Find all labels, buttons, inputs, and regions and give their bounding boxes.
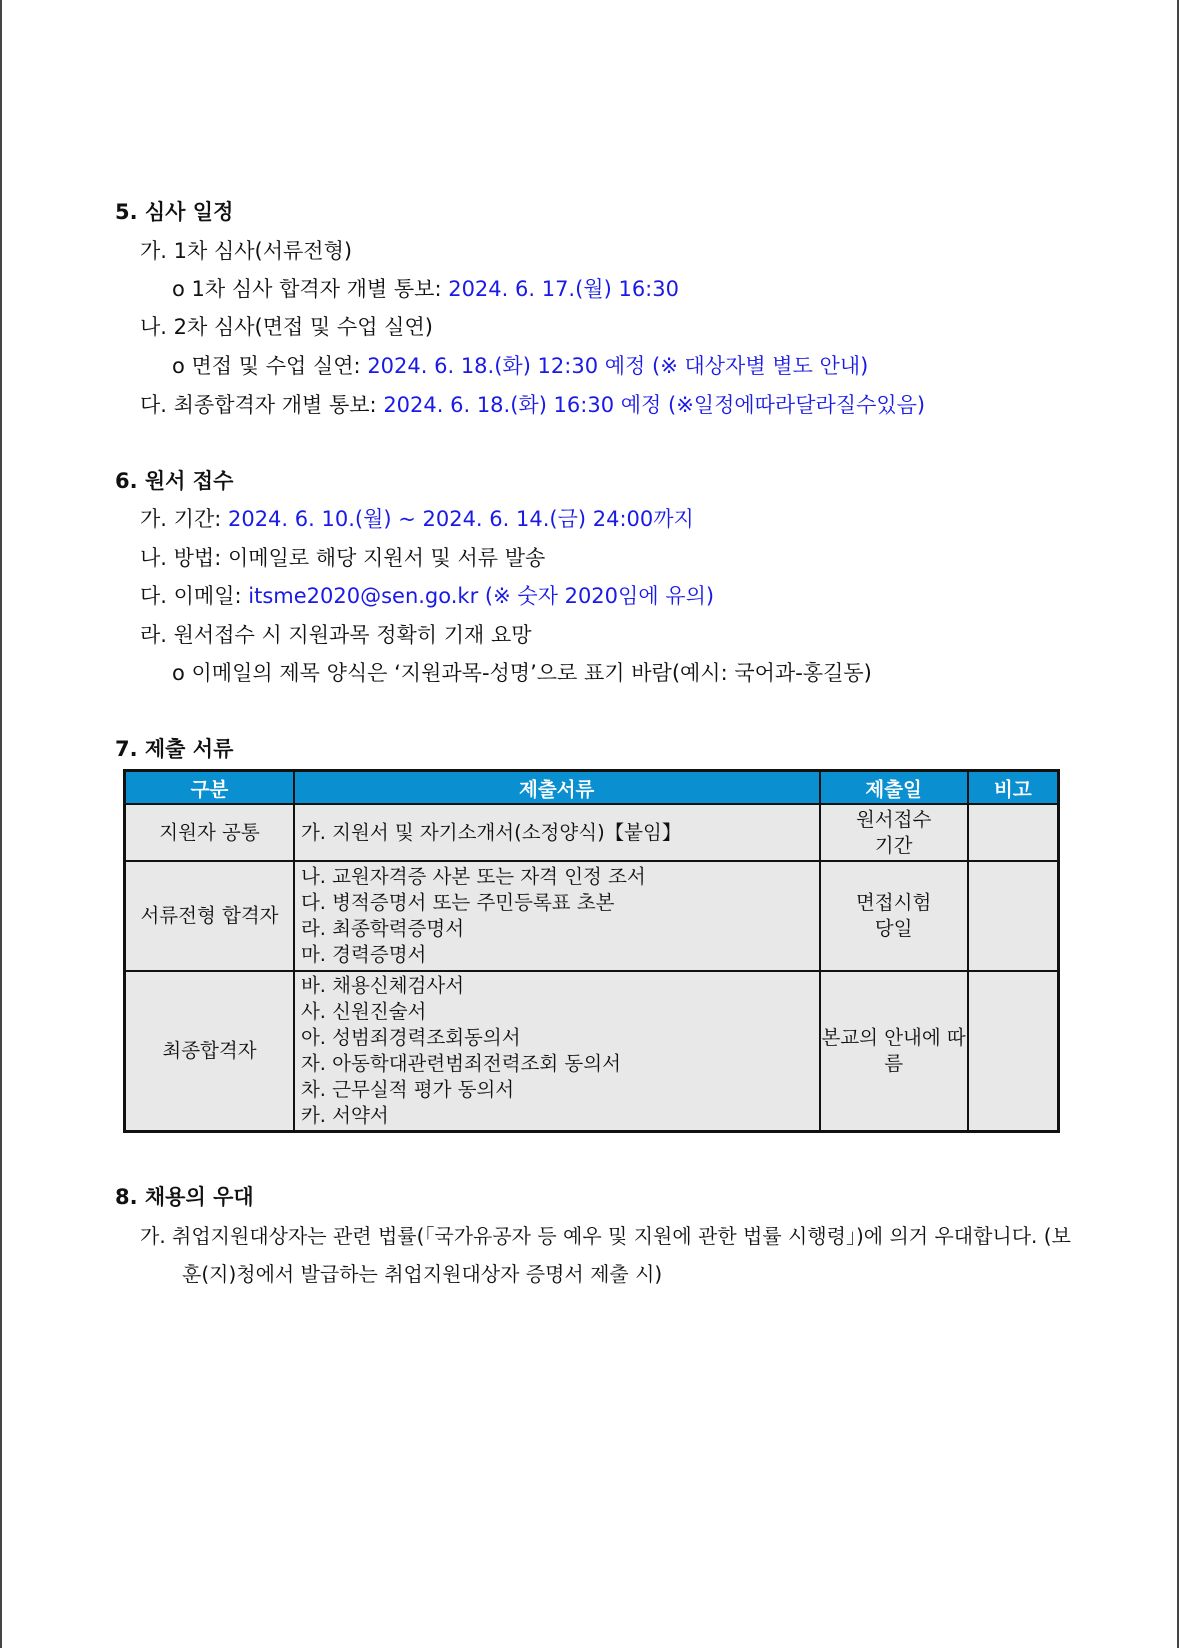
submission-documents-table	[123, 769, 1060, 1133]
document-item: 라. 최종학력증명서	[300, 917, 465, 940]
header-category: 구분	[125, 771, 294, 805]
table-row	[125, 861, 1059, 971]
document-item: 자. 아동학대관련범죄전력조회 동의서	[300, 1051, 621, 1075]
section8-item-a-line1: 가. 취업지원대상자는 관련 법률(「국가유공자 등 예우 및 지원에 관한 법률 시행령」)에 의거 우대합니다. (보	[140, 1224, 1071, 1248]
section5-item-b1	[172, 350, 868, 380]
row-category: 지원자 공통	[125, 804, 294, 861]
section7-heading: 7. 제출 서류	[115, 737, 234, 761]
section6-item-d1: o 이메일의 제목 양식은 ‘지원과목-성명’으로 표기 바람(예시: 국어과-홍길동)	[172, 661, 872, 685]
header-date: 제출일	[820, 771, 968, 805]
table-header-row	[125, 771, 1059, 805]
row-date	[820, 804, 968, 861]
document-item: 사. 신원진술서	[300, 999, 427, 1023]
row-documents	[294, 861, 820, 971]
row-category: 서류전형 합격자	[125, 861, 294, 971]
section6-item-a	[140, 503, 694, 533]
section5-item-a1-label: o 1차 심사 합격자 개별 통보:	[172, 277, 449, 301]
table-row	[125, 971, 1059, 1131]
section5-heading: 5. 심사 일정	[115, 200, 234, 224]
email-link[interactable]: itsme2020@sen.go.kr (※ 숫자 2020임에 유의)	[248, 584, 715, 608]
document-item: 아. 성범죄경력조회동의서	[300, 1025, 521, 1049]
section8-heading: 8. 채용의 우대	[115, 1185, 254, 1209]
row-date	[820, 971, 968, 1131]
row-category: 최종합격자	[125, 971, 294, 1131]
section5-item-c-value: 2024. 6. 18.(화) 16:30 예정 (※일정에따라달라질수있음)	[383, 393, 926, 417]
date-line: 원서접수	[855, 807, 932, 831]
header-note: 비고	[968, 771, 1059, 805]
date-line: 름	[884, 1051, 904, 1075]
section5-item-b: 나. 2차 심사(면접 및 수업 실연)	[140, 315, 433, 339]
row-note	[968, 804, 1059, 861]
section6-heading: 6. 원서 접수	[115, 469, 234, 493]
document-item: 가. 지원서 및 자기소개서(소정양식)【붙임】	[300, 820, 682, 844]
section8-item-a-line2: 훈(지)청에서 발급하는 취업지원대상자 증명서 제출 시)	[182, 1262, 663, 1286]
section6-item-a-label: 가. 기간:	[140, 507, 228, 531]
section5-item-a1	[172, 273, 679, 303]
document-item: 차. 근무실적 평가 동의서	[300, 1077, 515, 1101]
row-documents	[294, 804, 820, 861]
section5-item-a1-value: 2024. 6. 17.(월) 16:30	[448, 277, 679, 301]
date-line: 기간	[874, 833, 913, 857]
date-line: 당일	[874, 917, 913, 940]
section5-item-b1-label: o 면접 및 수업 실연:	[172, 354, 368, 378]
section5-item-a: 가. 1차 심사(서류전형)	[140, 239, 353, 263]
header-documents: 제출서류	[294, 771, 820, 805]
document-item: 마. 경력증명서	[300, 943, 427, 966]
section6-item-c	[140, 580, 714, 610]
section6-item-a-value: 2024. 6. 10.(월) ~ 2024. 6. 14.(금) 24:00까지	[227, 507, 694, 531]
document-item: 카. 서약서	[300, 1103, 389, 1127]
document-item: 나. 교원자격증 사본 또는 자격 인정 조서	[300, 865, 646, 888]
document-item: 다. 병적증명서 또는 주민등록표 초본	[300, 891, 615, 914]
row-note	[968, 971, 1059, 1131]
section6-item-b: 나. 방법: 이메일로 해당 지원서 및 서류 발송	[140, 546, 546, 570]
table-row	[125, 804, 1059, 861]
document-item: 바. 채용신체검사서	[300, 973, 465, 997]
section6-item-d: 라. 원서접수 시 지원과목 정확히 기재 요망	[140, 623, 532, 647]
row-note	[968, 861, 1059, 971]
row-date	[820, 861, 968, 971]
date-line: 면접시험	[855, 891, 932, 914]
section5-item-c-label: 다. 최종합격자 개별 통보:	[140, 393, 384, 417]
section6-item-c-label: 다. 이메일:	[140, 584, 249, 608]
row-documents	[294, 971, 820, 1131]
section5-item-c	[140, 389, 925, 419]
section5-item-b1-value: 2024. 6. 18.(화) 12:30 예정 (※ 대상자별 별도 안내)	[367, 354, 869, 378]
date-line: 본교의 안내에 따	[821, 1025, 966, 1049]
